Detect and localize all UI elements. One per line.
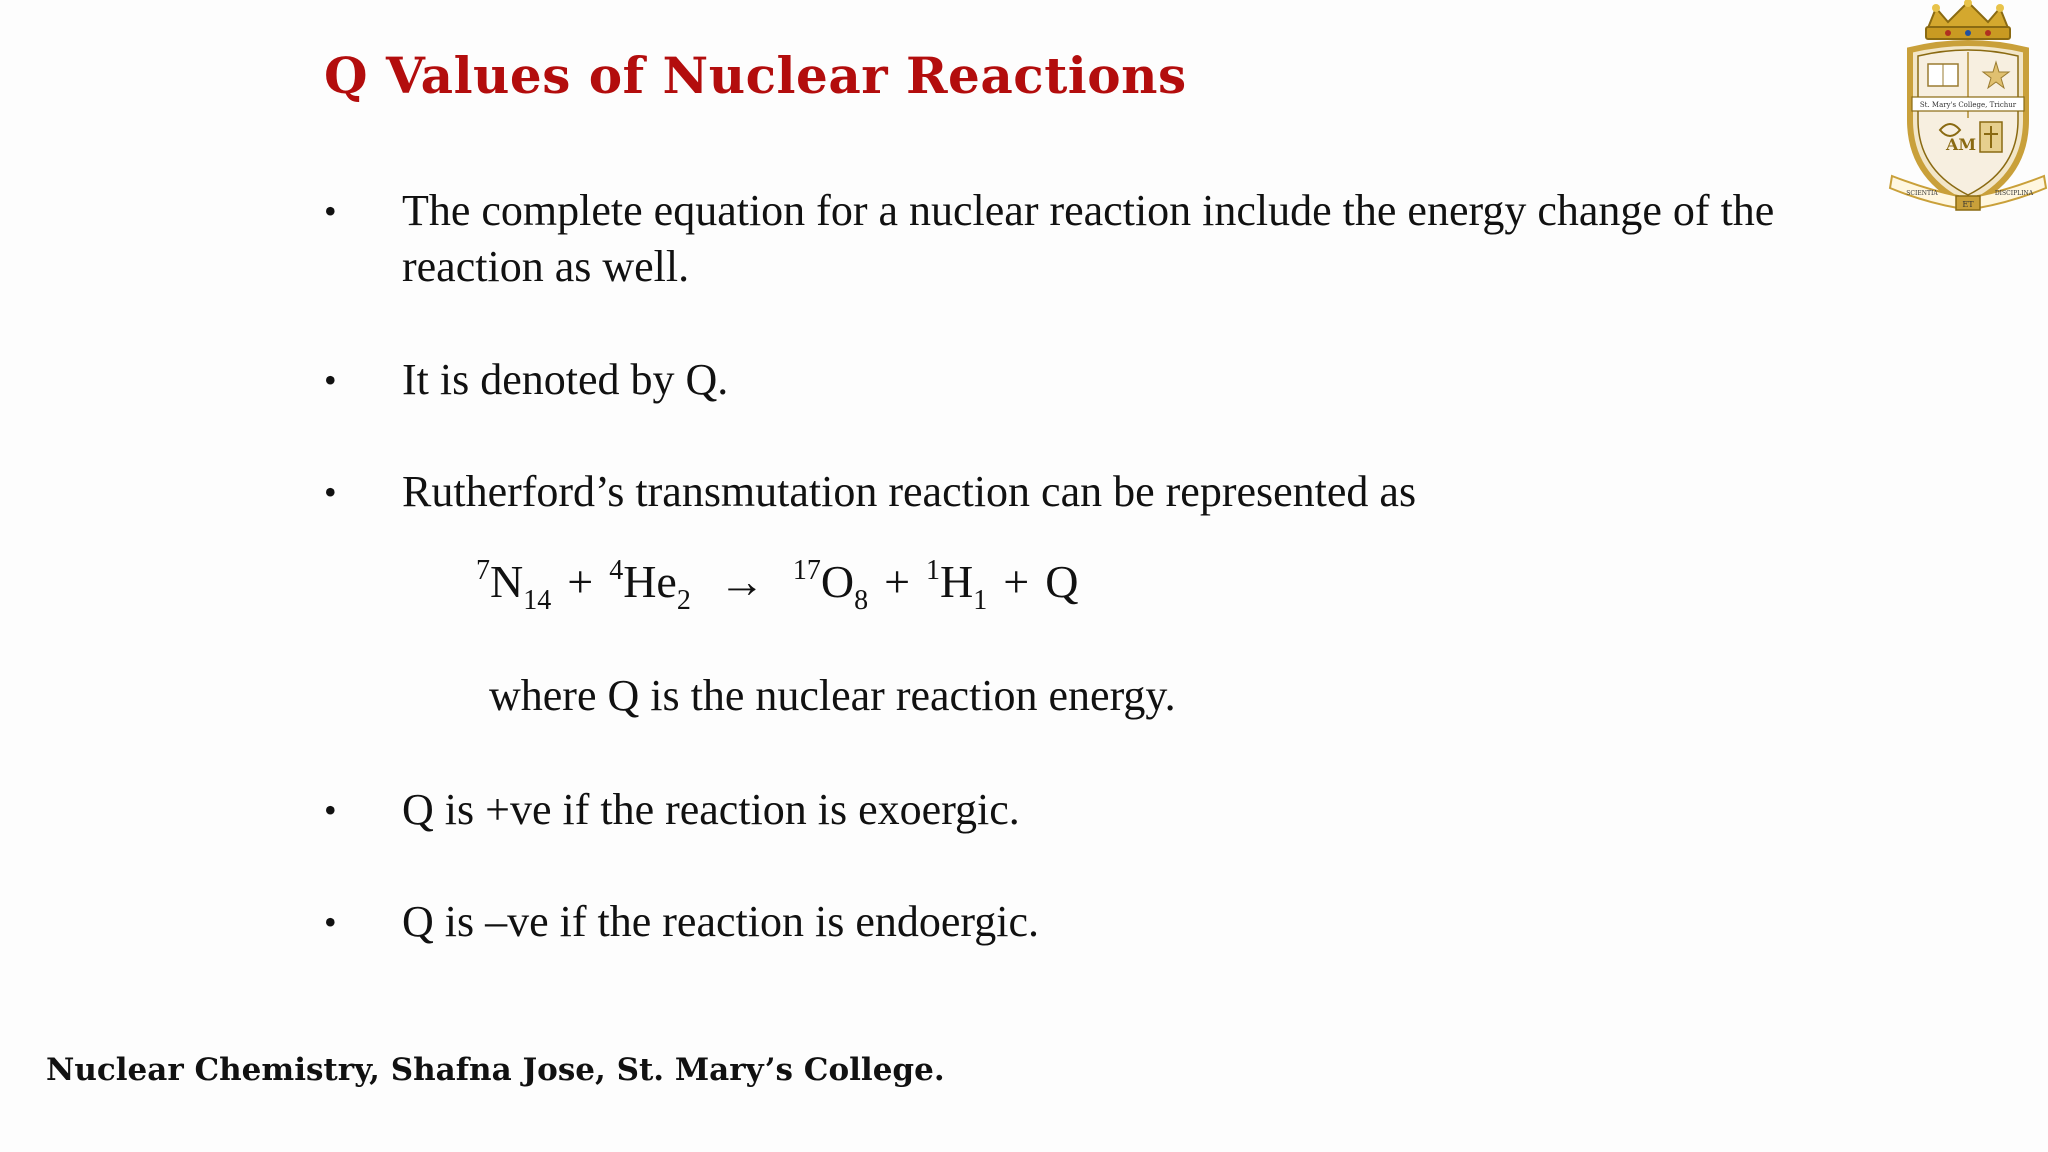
plus-sign: + [884,556,911,607]
bullet-text: It is denoted by Q. [402,355,729,404]
bullet-dot: • [324,360,337,400]
equation-note: where Q is the nuclear reaction energy. [489,671,1176,720]
crest-left-scroll: SCIENTIA [1906,190,1938,197]
bullet-dot: • [324,902,337,942]
bullet-dot: • [324,472,337,512]
svg-text:AM: AM [1946,135,1977,154]
plus-sign: + [1003,556,1030,607]
bullet-text: Q is +ve if the reaction is exoergic. [402,785,1020,834]
crown-icon [1926,0,2010,39]
shield-icon [1910,43,2026,205]
college-crest-logo [1888,0,2048,225]
slide-title: Q Values of Nuclear Reactions [324,46,1187,105]
bullet-text: Rutherford’s transmutation reaction can be represented as [402,467,1417,516]
q-energy: Q [1045,556,1079,607]
bullet-text: Q is –ve if the reaction is endoergic. [402,897,1039,946]
reactant-helium: $^4He_2$ [609,555,691,616]
reactant-nitrogen: $^7N_{14}$ [476,555,552,616]
crest-right-scroll: DISCIPLINA [1994,190,2034,197]
plus-sign: + [567,556,594,607]
nuclear-equation [476,555,1078,617]
bullet-text: The complete equation for a nuclear reaction include the energy change of the reaction as well. [402,186,1775,291]
crest-banner-text: St. Mary's College, Trichur [1919,101,2017,109]
crest-center-scroll: ET [1962,200,1974,209]
footer-credit: Nuclear Chemistry, Shafna Jose, St. Mary’s College. [46,1052,945,1088]
reaction-arrow: → [718,556,765,607]
bullet-dot: • [324,191,337,231]
product-hydrogen: $^1H_1$ [926,555,988,616]
bullet-dot: • [324,790,337,830]
product-oxygen: $^{17}O_8$ [792,555,869,616]
